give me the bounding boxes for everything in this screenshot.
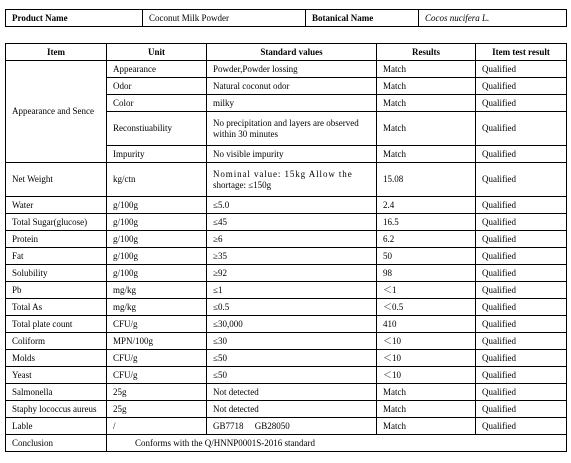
row-result: Match [377, 384, 476, 401]
row-standard: No precipitation and layers are observed within 30 minutes [207, 112, 377, 146]
row-item: Fat [6, 248, 107, 265]
botanical-name-label: Botanical Name [306, 10, 419, 27]
row-result: ＜10 [377, 333, 476, 350]
row-test-result: Qualified [476, 418, 567, 435]
conclusion-row [6, 435, 567, 452]
row-test-result: Qualified [476, 333, 567, 350]
row-item: Total As [6, 299, 107, 316]
row-test-result: Qualified [476, 214, 567, 231]
row-unit: 25g [107, 384, 207, 401]
row-test-result: Qualified [476, 367, 567, 384]
table-row [6, 401, 567, 418]
row-item: Lable [6, 418, 107, 435]
row-item: Coliform [6, 333, 107, 350]
table-row [6, 333, 567, 350]
row-unit: mg/kg [107, 299, 207, 316]
row-result: 16.5 [377, 214, 476, 231]
row-unit: g/100g [107, 197, 207, 214]
row-item: Staphy lococcus aureus [6, 401, 107, 418]
row-result: Match [377, 61, 476, 78]
row-unit: MPN/100g [107, 333, 207, 350]
table-row [6, 231, 567, 248]
row-unit: Reconstiuability [107, 112, 207, 146]
row-item: Solubility [6, 265, 107, 282]
row-result: 2.4 [377, 197, 476, 214]
table-row [6, 197, 567, 214]
row-test-result: Qualified [476, 282, 567, 299]
row-unit: mg/kg [107, 282, 207, 299]
row-unit: kg/ctn [107, 163, 207, 197]
row-standard: ≤30,000 [207, 316, 377, 333]
row-standard: milky [207, 95, 377, 112]
row-item: Yeast [6, 367, 107, 384]
row-standard: ≤5.0 [207, 197, 377, 214]
row-result: 15.08 [377, 163, 476, 197]
row-result: 6.2 [377, 231, 476, 248]
row-standard: No visible impurity [207, 146, 377, 163]
table-row [6, 350, 567, 367]
col-header-unit: Unit [107, 44, 207, 61]
row-test-result: Qualified [476, 163, 567, 197]
row-unit: g/100g [107, 214, 207, 231]
row-result: 50 [377, 248, 476, 265]
row-result: ＜10 [377, 367, 476, 384]
table-row [6, 214, 567, 231]
row-standard: ≥35 [207, 248, 377, 265]
row-standard: ≤50 [207, 350, 377, 367]
row-unit: CFU/g [107, 350, 207, 367]
row-unit: g/100g [107, 231, 207, 248]
row-standard: ≤30 [207, 333, 377, 350]
measurement-rows [6, 197, 567, 435]
standard-line-2: shortage: ≤150g [213, 179, 272, 190]
row-standard: ≥6 [207, 231, 377, 248]
table-row [6, 265, 567, 282]
col-header-item: Item [6, 44, 107, 61]
row-result: Match [377, 401, 476, 418]
col-header-test-result: Item test result [476, 44, 567, 61]
row-result: ＜1 [377, 282, 476, 299]
row-standard: ≥92 [207, 265, 377, 282]
row-standard: Powder,Powder lossing [207, 61, 377, 78]
row-unit: 25g [107, 401, 207, 418]
row-result: 410 [377, 316, 476, 333]
group-label-appearance: Appearance and Sence [6, 61, 107, 163]
botanical-name-value: Cocos nucifera L. [419, 10, 567, 27]
row-standard: Not detected [207, 384, 377, 401]
row-test-result: Qualified [476, 78, 567, 95]
row-item: Salmonella [6, 384, 107, 401]
row-standard [207, 163, 377, 197]
table-row [6, 163, 567, 197]
row-standard: Not detected [207, 401, 377, 418]
row-unit: / [107, 418, 207, 435]
row-test-result: Qualified [476, 112, 567, 146]
row-item: Net Weight [6, 163, 107, 197]
row-test-result: Qualified [476, 401, 567, 418]
row-test-result: Qualified [476, 146, 567, 163]
row-result: Match [377, 146, 476, 163]
row-standard: ≤1 [207, 282, 377, 299]
row-standard: ≤50 [207, 367, 377, 384]
row-test-result: Qualified [476, 350, 567, 367]
row-unit: Odor [107, 78, 207, 95]
row-item: Water [6, 197, 107, 214]
product-name-label: Product Name [6, 10, 143, 27]
col-header-standard: Standard values [207, 44, 377, 61]
standard-line-1: Nominal value: 15kg Allow the [213, 168, 353, 179]
row-unit: CFU/g [107, 316, 207, 333]
row-result: ＜0.5 [377, 299, 476, 316]
row-test-result: Qualified [476, 95, 567, 112]
row-test-result: Qualified [476, 61, 567, 78]
row-result: ＜10 [377, 350, 476, 367]
table-row [6, 384, 567, 401]
row-test-result: Qualified [476, 316, 567, 333]
row-unit: g/100g [107, 248, 207, 265]
test-results-table [5, 43, 567, 452]
row-item: Protein [6, 231, 107, 248]
row-unit: Appearance [107, 61, 207, 78]
row-test-result: Qualified [476, 299, 567, 316]
row-test-result: Qualified [476, 197, 567, 214]
row-unit: g/100g [107, 265, 207, 282]
table-row [6, 248, 567, 265]
row-unit: Impurity [107, 146, 207, 163]
table-row [6, 316, 567, 333]
column-header-row [6, 44, 567, 61]
row-test-result: Qualified [476, 384, 567, 401]
row-test-result: Qualified [476, 265, 567, 282]
table-row [6, 61, 567, 78]
row-result: 98 [377, 265, 476, 282]
row-standard: ≤45 [207, 214, 377, 231]
product-name-value: Coconut Milk Powder [143, 10, 306, 27]
row-result: Match [377, 112, 476, 146]
row-test-result: Qualified [476, 231, 567, 248]
table-row [6, 282, 567, 299]
row-item: Molds [6, 350, 107, 367]
row-unit: Color [107, 95, 207, 112]
row-test-result: Qualified [476, 248, 567, 265]
product-header-table [5, 9, 567, 27]
row-item: Total plate count [6, 316, 107, 333]
row-result: Match [377, 418, 476, 435]
table-row [6, 367, 567, 384]
conclusion-label: Conclusion [6, 435, 107, 452]
row-standard: GB7718 GB28050 [207, 418, 377, 435]
row-item: Total Sugar(glucose) [6, 214, 107, 231]
product-header-row [6, 10, 567, 27]
table-row [6, 418, 567, 435]
row-result: Match [377, 78, 476, 95]
row-standard: ≤0.5 [207, 299, 377, 316]
conclusion-text: Conforms with the Q/HNNP0001S-2016 standard [107, 435, 567, 452]
row-unit: CFU/g [107, 367, 207, 384]
row-standard: Natural coconut odor [207, 78, 377, 95]
col-header-results: Results [377, 44, 476, 61]
row-result: Match [377, 95, 476, 112]
row-item: Pb [6, 282, 107, 299]
table-row [6, 299, 567, 316]
